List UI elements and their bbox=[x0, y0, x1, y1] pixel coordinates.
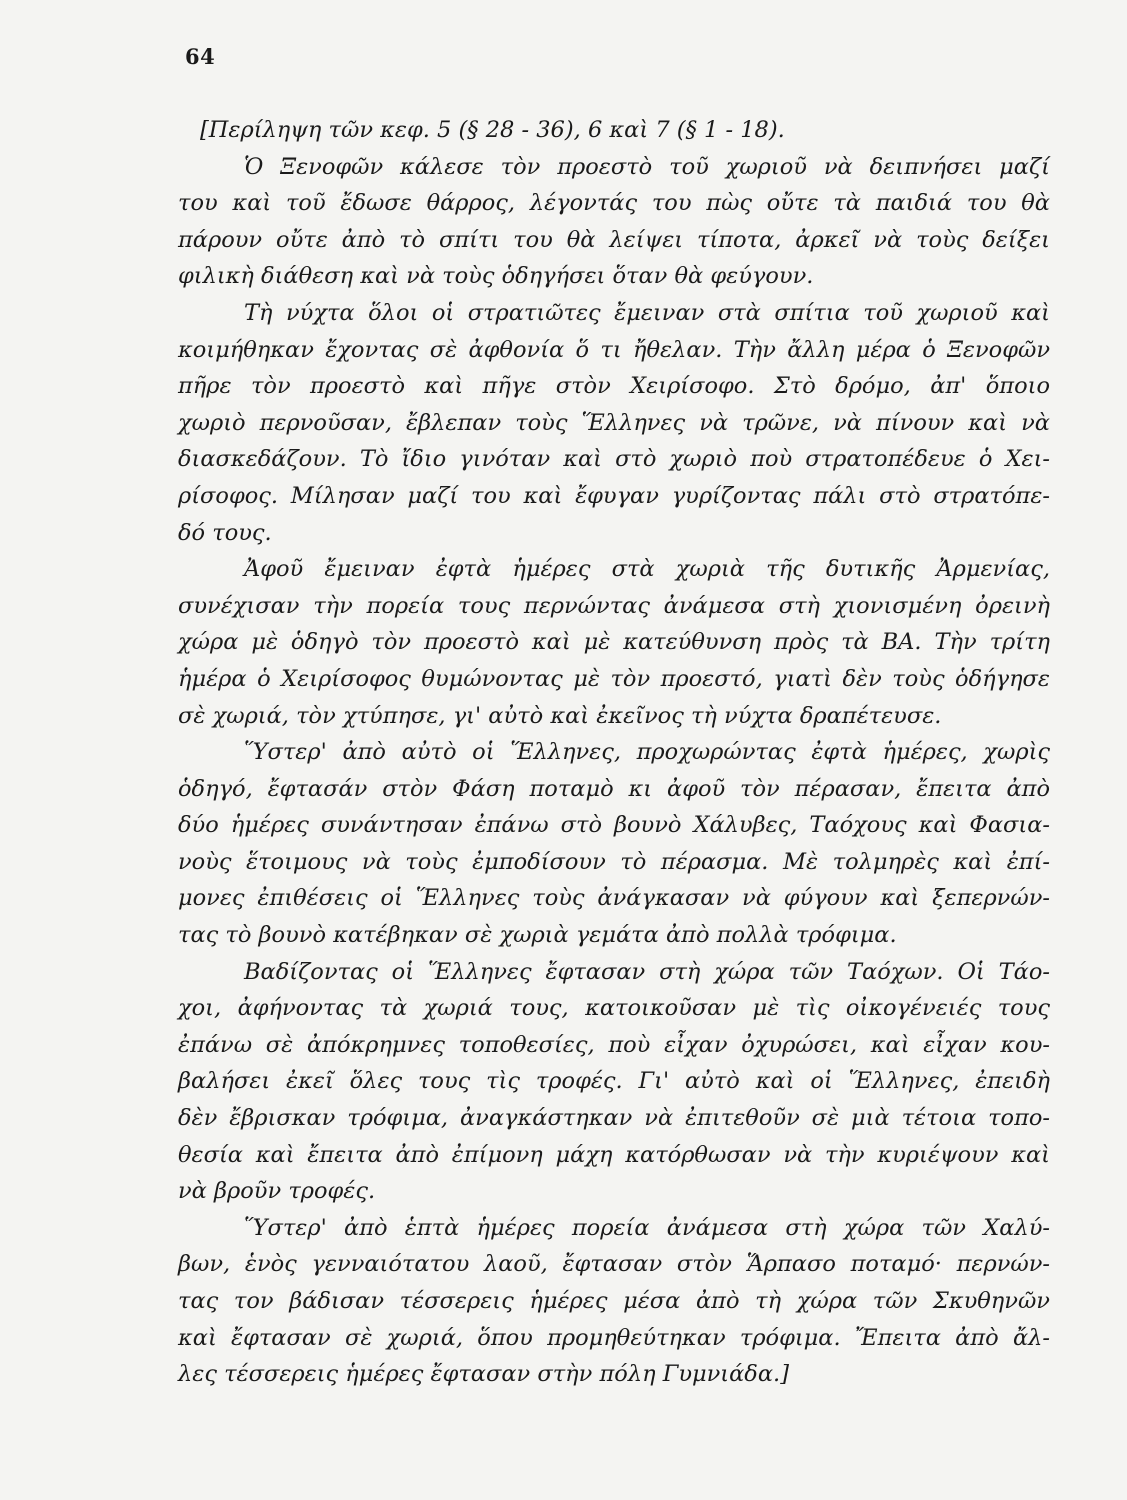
text-line: βων, ἑνὸς γενναιότατου λαοῦ, ἔφτασαν στὸν Ἅρπασο ποταμό· περνών- bbox=[178, 1251, 1050, 1278]
text-line: Βαδίζοντας οἱ Ἕλληνες ἔφτασαν στὴ χώρα τῶν Ταόχων. Οἱ Τάο- bbox=[244, 958, 1050, 985]
text-line: του καὶ τοῦ ἔδωσε θάρρος, λέγοντάς του πὼς οὔτε τὰ παιδιά του θὰ bbox=[178, 190, 1050, 217]
text-line: βαλήσει ἐκεῖ ὅλες τους τὶς τροφές. Γι' αὐτὸ καὶ οἱ Ἕλληνες, ἐπειδὴ bbox=[178, 1068, 1050, 1095]
text-line: νὰ βροῦν τροφές. bbox=[178, 1178, 376, 1205]
text-line: διασκεδάζουν. Τὸ ἴδιο γινόταν καὶ στὸ χωριὸ ποὺ στρατοπέδευε ὁ Χει- bbox=[178, 446, 1050, 473]
text-line: συνέχισαν τὴν πορεία τους περνώντας ἀνάμεσα στὴ χιονισμένη ὀρεινὴ bbox=[178, 592, 1050, 619]
text-line: ρίσοφος. Μίλησαν μαζί του καὶ ἔφυγαν γυρίζοντας πάλι στὸ στρατόπε- bbox=[178, 482, 1050, 509]
text-line: Ὕστερ' ἀπὸ αὐτὸ οἱ Ἕλληνες, προχωρώντας ἐφτὰ ἡμέρες, χωρὶς bbox=[244, 739, 1050, 766]
text-line: τας τὸ βουνὸ κατέβηκαν σὲ χωριὰ γεμάτα ἀπὸ πολλὰ τρόφιμα. bbox=[178, 922, 897, 949]
text-line: σὲ χωριά, τὸν χτύπησε, γι' αὐτὸ καὶ ἐκεῖνος τὴ νύχτα δραπέτευσε. bbox=[178, 702, 942, 729]
text-line: πάρουν οὔτε ἀπὸ τὸ σπίτι του θὰ λείψει τίποτα, ἀρκεῖ νὰ τοὺς δείξει bbox=[178, 226, 1050, 253]
text-line: Ἀφοῦ ἔμειναν ἐφτὰ ἡμέρες στὰ χωριὰ τῆς δυτικῆς Ἀρμενίας, bbox=[244, 556, 1050, 583]
text-line: νοὺς ἕτοιμους νὰ τοὺς ἐμποδίσουν τὸ πέρασμα. Μὲ τολμηρὲς καὶ ἐπί- bbox=[178, 848, 1050, 875]
text-line: χοι, ἀφήνοντας τὰ χωριά τους, κατοικοῦσαν μὲ τὶς οἰκογένειές τους bbox=[178, 995, 1050, 1022]
page-number: 64 bbox=[185, 44, 216, 69]
summary-heading: [Περίληψη τῶν κεφ. 5 (§ 28 - 36), 6 καὶ 7 (§ 1 - 18). bbox=[200, 117, 785, 143]
text-line: λες τέσσερεις ἡμέρες ἔφτασαν στὴν πόλη Γυμνιάδα.] bbox=[178, 1361, 789, 1388]
text-line: ὁδηγό, ἔφτασάν στὸν Φάση ποταμὸ κι ἀφοῦ τὸν πέρασαν, ἔπειτα ἀπὸ bbox=[178, 775, 1050, 802]
text-line: χώρα μὲ ὁδηγὸ τὸν προεστὸ καὶ μὲ κατεύθυνση πρὸς τὰ ΒΑ. Τὴν τρίτη bbox=[178, 629, 1050, 656]
text-line: ἐπάνω σὲ ἀπόκρημνες τοποθεσίες, ποὺ εἶχαν ὀχυρώσει, καὶ εἶχαν κου- bbox=[178, 1031, 1050, 1058]
text-line: μονες ἐπιθέσεις οἱ Ἕλληνες τοὺς ἀνάγκασαν νὰ φύγουν καὶ ξεπερνών- bbox=[178, 885, 1050, 912]
text-line: πῆρε τὸν προεστὸ καὶ πῆγε στὸν Χειρίσοφο. Στὸ δρόμο, ἀπ' ὅποιο bbox=[178, 373, 1050, 400]
text-line: φιλικὴ διάθεση καὶ νὰ τοὺς ὁδηγήσει ὅταν θὰ φεύγουν. bbox=[178, 263, 814, 290]
text-line: δύο ἡμέρες συνάντησαν ἐπάνω στὸ βουνὸ Χάλυβες, Ταόχους καὶ Φασια- bbox=[178, 812, 1050, 839]
text-line: Ὕστερ' ἀπὸ ἑπτὰ ἡμέρες πορεία ἀνάμεσα στὴ χώρα τῶν Χαλύ- bbox=[244, 1214, 1050, 1241]
text-line: καὶ ἔφτασαν σὲ χωριά, ὅπου προμηθεύτηκαν τρόφιμα. Ἔπειτα ἀπὸ ἄλ- bbox=[178, 1324, 1050, 1351]
text-line: θεσία καὶ ἔπειτα ἀπὸ ἐπίμονη μάχη κατόρθωσαν νὰ τὴν κυριέψουν καὶ bbox=[178, 1141, 1050, 1168]
text-line: τας τον βάδισαν τέσσερεις ἡμέρες μέσα ἀπὸ τὴ χώρα τῶν Σκυθηνῶν bbox=[178, 1288, 1050, 1314]
summary-text bbox=[178, 112, 1050, 1393]
text-line: Τὴ νύχτα ὅλοι οἱ στρατιῶτες ἔμειναν στὰ σπίτια τοῦ χωριοῦ καὶ bbox=[244, 299, 1050, 326]
text-line: κοιμήθηκαν ἔχοντας σὲ ἀφθονία ὅ τι ἤθελαν. Τὴν ἄλλη μέρα ὁ Ξενοφῶν bbox=[178, 336, 1050, 363]
text-line: δὲν ἔβρισκαν τρόφιμα, ἀναγκάστηκαν νὰ ἐπιτεθοῦν σὲ μιὰ τέτοια τοπο- bbox=[178, 1105, 1050, 1132]
text-line: δό τους. bbox=[178, 519, 272, 546]
text-line: ἡμέρα ὁ Χειρίσοφος θυμώνοντας μὲ τὸν προεστό, γιατὶ δὲν τοὺς ὁδήγησε bbox=[178, 665, 1050, 692]
text-line: χωριὸ περνοῦσαν, ἔβλεπαν τοὺς Ἕλληνες νὰ τρῶνε, νὰ πίνουν καὶ νὰ bbox=[178, 409, 1050, 436]
text-line: Ὁ Ξενοφῶν κάλεσε τὸν προεστὸ τοῦ χωριοῦ νὰ δειπνήσει μαζί bbox=[244, 153, 1050, 180]
